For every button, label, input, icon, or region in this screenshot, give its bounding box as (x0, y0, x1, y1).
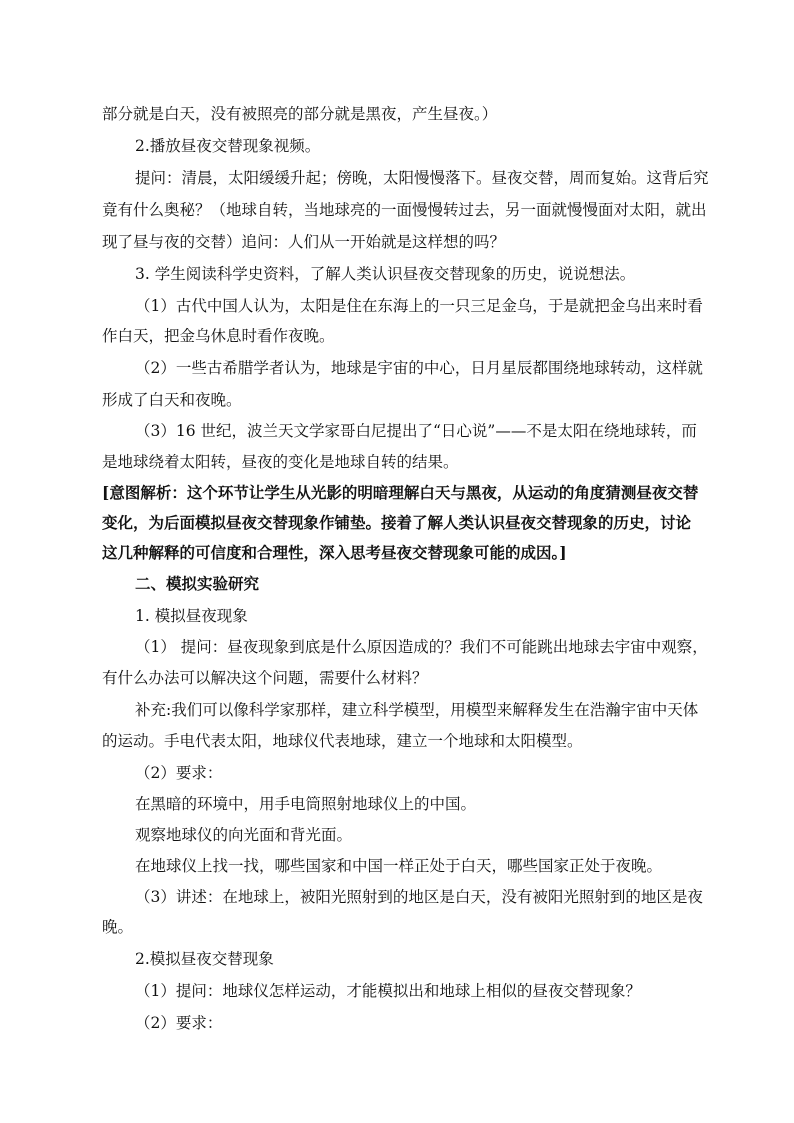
paragraph-line: （3）讲述：在地球上，被阳光照射到的地区是白天，没有被阳光照射到的地区是夜 (135, 888, 703, 906)
section-heading: 二、模拟实验研究 (135, 574, 260, 593)
paragraph-line: （2）要求： (135, 764, 223, 782)
paragraph-line: 竟有什么奥秘？（地球自转，当地球亮的一面慢慢转过去，另一面就慢慢面对太阳，就出 (102, 201, 707, 219)
paragraph-line: 2.播放昼夜交替现象视频。 (135, 137, 321, 155)
paragraph-line: （2）一些古希腊学者认为，地球是宇宙的中心，日月星辰都围绕地球转动，这样就 (135, 359, 703, 377)
paragraph-line: （2）要求： (135, 1014, 223, 1032)
paragraph-line: 观察地球仪的向光面和背光面。 (135, 826, 353, 844)
subsection-heading: 2.模拟昼夜交替现象 (135, 950, 274, 968)
paragraph-line: 是地球绕着太阳转，昼夜的变化是地球自转的结果。 (102, 453, 459, 471)
paragraph-line: 晚。 (102, 918, 134, 936)
paragraph-line: 作白天，把金乌休息时看作夜晚。 (102, 327, 335, 345)
paragraph-line: 部分就是白天，没有被照亮的部分就是黑夜，产生昼夜。） (102, 105, 498, 123)
paragraph-line: 有什么办法可以解决这个问题，需要什么材料？ (102, 669, 428, 687)
paragraph-line: 补充:我们可以像科学家那样，建立科学模型，用模型来解释发生在浩瀚宇宙中天体 (135, 701, 699, 719)
paragraph-line: 提问：清晨，太阳缓缓升起；傍晚，太阳慢慢落下。昼夜交替，周而复始。这背后究 (135, 169, 709, 187)
paragraph-line: 形成了白天和夜晚。 (102, 391, 242, 409)
intent-analysis-line: 这几种解释的可信度和合理性，深入思考昼夜交替现象可能的成因。] (102, 543, 567, 562)
paragraph-line: （1）古代中国人认为，太阳是住在东海上的一只三足金乌，于是就把金乌出来时看 (135, 297, 703, 315)
paragraph-line: （1）提问：地球仪怎样运动，才能模拟出和地球上相似的昼夜交替现象？ (135, 982, 641, 1000)
paragraph-line: （3）16 世纪，波兰天文学家哥白尼提出了“日心说”——不是太阳在绕地球转，而 (135, 422, 697, 440)
intent-analysis-line: [意图解析：这个环节让学生从光影的明暗理解白天与黑夜，从运动的角度猜测昼夜交替 (102, 483, 699, 502)
paragraph-line: 在地球仪上找一找，哪些国家和中国一样正处于白天，哪些国家正处于夜晚。 (135, 857, 663, 875)
paragraph-line: 3. 学生阅读科学史资料，了解人类认识昼夜交替现象的历史，说说想法。 (135, 265, 636, 283)
paragraph-line: （1） 提问：昼夜现象到底是什么原因造成的？我们不可能跳出地球去宇宙中观察， (135, 638, 708, 656)
paragraph-line: 在黑暗的环境中，用手电筒照射地球仪上的中国。 (135, 795, 477, 813)
paragraph-line: 现了昼与夜的交替）追问：人们从一开始就是这样想的吗？ (102, 233, 506, 251)
intent-analysis-line: 变化，为后面模拟昼夜交替现象作铺垫。接着了解人类认识昼夜交替现象的历史，讨论 (102, 513, 692, 532)
subsection-heading: 1. 模拟昼夜现象 (135, 607, 248, 625)
paragraph-line: 的运动。手电代表太阳，地球仪代表地球，建立一个地球和太阳模型。 (102, 732, 583, 750)
